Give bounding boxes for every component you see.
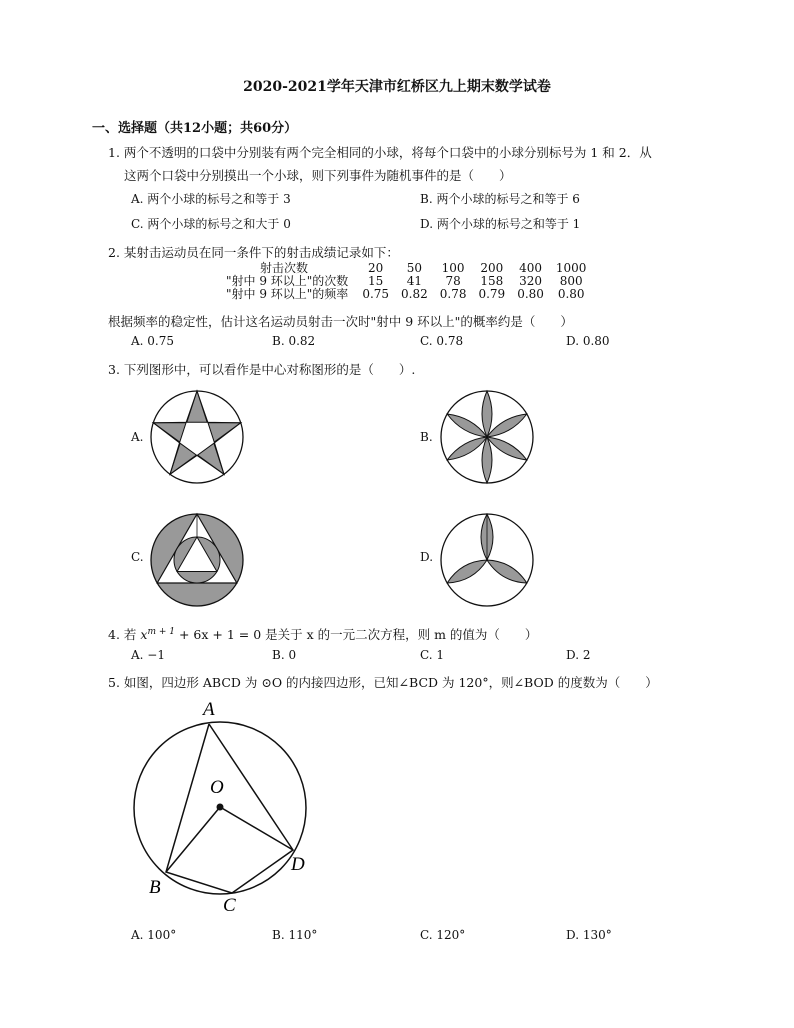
- q2-option-c[interactable]: C. 0.78: [420, 334, 464, 348]
- q4-rest: + 6x + 1 = 0 是关于 x 的一元二次方程，则 m 的值为（ ）: [174, 627, 538, 642]
- q1-stem-line2: 这两个口袋中分别摸出一个小球，则下列事件为随机事件的是（ ）: [124, 168, 512, 183]
- page-title: 2020-2021学年天津市红桥区九上期末数学试卷: [243, 79, 551, 95]
- q5-option-a[interactable]: A. 100°: [131, 928, 177, 942]
- table-cell: 400: [519, 261, 542, 275]
- table-cell: 100: [441, 261, 465, 275]
- q5-option-b[interactable]: B. 110°: [272, 928, 318, 942]
- point-label-d: D: [291, 854, 305, 875]
- q4-option-b[interactable]: B. 0: [272, 648, 297, 662]
- q2-option-d[interactable]: D. 0.80: [566, 334, 610, 348]
- q4-prefix: 4. 若: [108, 627, 137, 642]
- q4-option-a[interactable]: A. −1: [131, 648, 165, 662]
- q3-label-d[interactable]: D.: [420, 550, 434, 564]
- table-cell: 41: [406, 274, 423, 288]
- q2-frequency-table: [220, 262, 592, 301]
- q2-stem-line2: 根据频率的稳定性，估计这名运动员射击一次时"射中 9 环以上"的概率约是（ ）: [108, 314, 573, 329]
- q3-stem: 3. 下列图形中，可以看作是中心对称图形的是（ ）.: [108, 362, 416, 377]
- point-label-o: O: [210, 777, 224, 798]
- table-cell: 1000: [555, 261, 587, 275]
- table-cell: 15: [368, 274, 384, 288]
- q2-option-a[interactable]: A. 0.75: [131, 334, 175, 348]
- q3-figure-b-flower[interactable]: [437, 387, 537, 487]
- point-label-a: A: [203, 699, 215, 720]
- table-cell: 320: [519, 274, 542, 288]
- q1-option-b[interactable]: B. 两个小球的标号之和等于 6: [420, 192, 580, 206]
- table-cell: 200: [480, 261, 504, 275]
- q5-option-c[interactable]: C. 120°: [420, 928, 466, 942]
- table-row: [220, 288, 592, 301]
- table-cell: 0.80: [557, 287, 585, 301]
- point-label-c: C: [223, 895, 236, 916]
- q3-figure-c-triangle[interactable]: [147, 510, 247, 610]
- q3-label-b[interactable]: B.: [420, 430, 433, 444]
- point-label-b: B: [149, 877, 161, 898]
- table-row-label: 射击次数: [260, 261, 309, 275]
- q1-option-c[interactable]: C. 两个小球的标号之和大于 0: [131, 217, 291, 231]
- table-cell: 0.79: [478, 287, 506, 301]
- q5-stem: 5. 如图，四边形 ABCD 为 ⊙O 的内接四边形，已知∠BCD 为 120°，则∠BOD 的度数为（ ）: [108, 675, 658, 690]
- table-cell: 78: [445, 274, 461, 288]
- table-cell: 0.78: [439, 287, 467, 301]
- table-cell: 0.82: [401, 287, 428, 301]
- q2-option-b[interactable]: B. 0.82: [272, 334, 316, 348]
- q3-label-c[interactable]: C.: [131, 550, 144, 564]
- q4-stem: [108, 625, 537, 643]
- q4-option-d[interactable]: D. 2: [566, 648, 591, 662]
- q3-label-a[interactable]: A.: [131, 430, 144, 444]
- q5-inscribed-quadrilateral-figure: [125, 697, 325, 916]
- q1-option-a[interactable]: A. 两个小球的标号之和等于 3: [131, 192, 291, 206]
- q3-figure-d-three-petals[interactable]: [437, 510, 537, 610]
- q1-option-d[interactable]: D. 两个小球的标号之和等于 1: [420, 217, 581, 231]
- table-row-label: "射中 9 环以上"的次数: [226, 274, 349, 288]
- table-cell: 50: [406, 261, 423, 275]
- q3-figure-a-star[interactable]: [147, 387, 247, 487]
- table-cell: 158: [480, 274, 504, 288]
- q5-option-d[interactable]: D. 130°: [566, 928, 612, 942]
- q4-exponent: m + 1: [147, 626, 175, 637]
- table-row-label: "射中 9 环以上"的频率: [226, 287, 349, 301]
- table-cell: 800: [559, 274, 583, 288]
- q1-stem-line1: 1. 两个不透明的口袋中分别装有两个完全相同的小球，将每个口袋中的小球分别标号为 1 和 2．从: [108, 145, 652, 160]
- table-cell: 20: [368, 261, 384, 275]
- table-cell: 0.80: [517, 287, 544, 301]
- q4-option-c[interactable]: C. 1: [420, 648, 445, 662]
- section-heading: 一、选择题（共12小题；共60分）: [92, 121, 298, 136]
- q2-stem-line1: 2. 某射击运动员在同一条件下的射击成绩记录如下：: [108, 245, 399, 260]
- q4-variable: x: [140, 627, 148, 642]
- table-cell: 0.75: [362, 287, 390, 301]
